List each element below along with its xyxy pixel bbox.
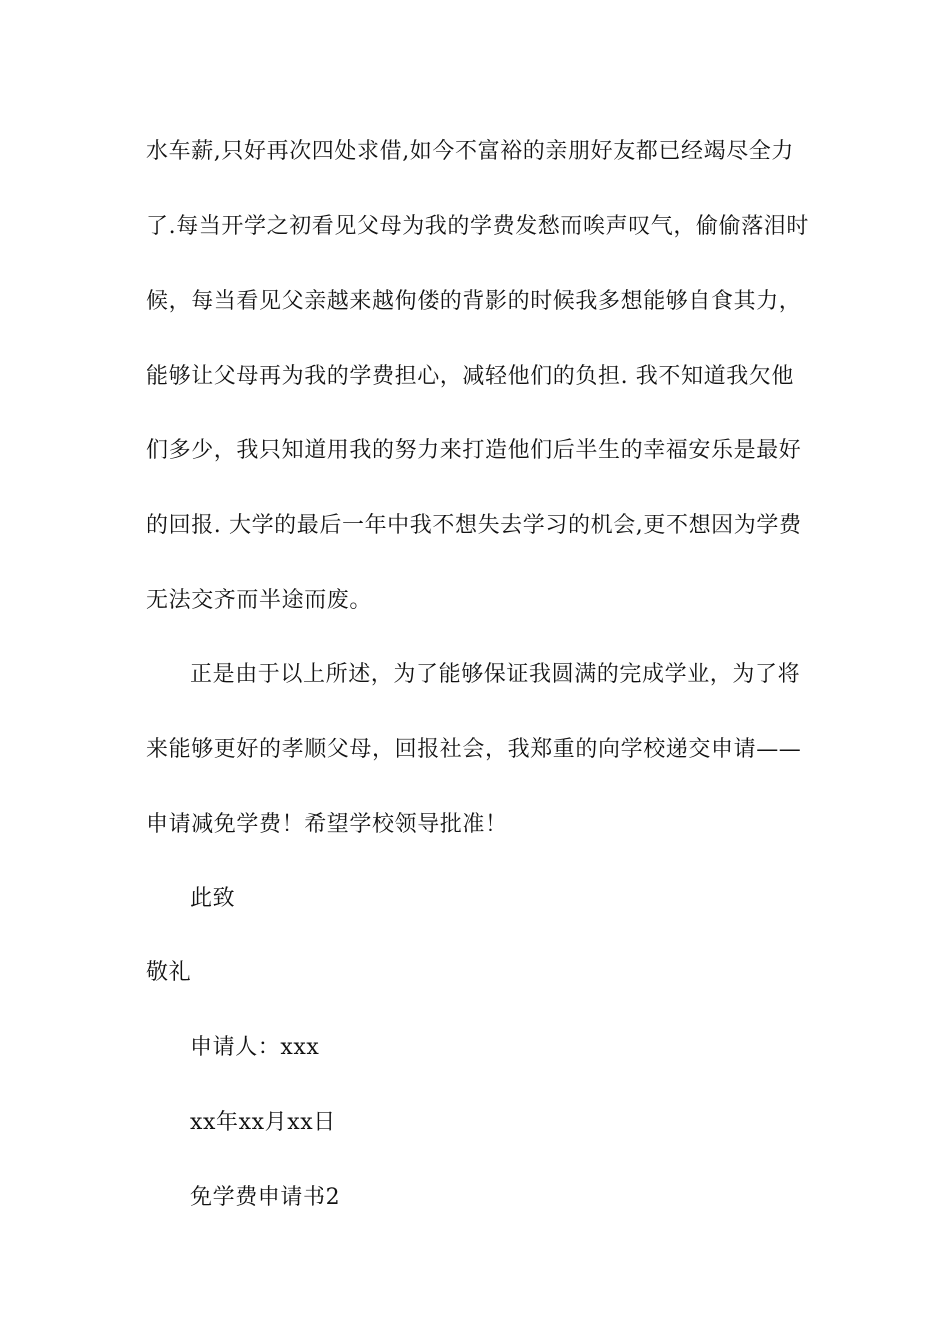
paragraph-1-line-1: 水车薪,只好再次四处求借,如今不富裕的亲朋好友都已经竭尽全力	[146, 139, 794, 164]
next-section-title: 免学费申请书2	[190, 1185, 341, 1210]
paragraph-2-line-1: 正是由于以上所述，为了能够保证我圆满的完成学业，为了将	[190, 662, 801, 687]
paragraph-1-line-4: 能够让父母再为我的学费担心，减轻他们的负担. 我不知道我欠他	[146, 364, 794, 389]
salutation-jingli: 敬礼	[146, 960, 192, 985]
paragraph-1-line-6: 的回报. 大学的最后一年中我不想失去学习的机会,更不想因为学费	[146, 513, 802, 538]
paragraph-2-line-2: 来能够更好的孝顺父母，回报社会，我郑重的向学校递交申请——	[146, 737, 802, 762]
applicant-signature: 申请人：xxx	[190, 1035, 320, 1060]
paragraph-1-line-7: 无法交齐而半途而废。	[146, 588, 373, 613]
paragraph-1-line-5: 们多少，我只知道用我的努力来打造他们后半生的幸福安乐是最好	[146, 438, 802, 463]
paragraph-1-line-3: 候，每当看见父亲越来越佝偻的背影的时候我多想能够自食其力，	[146, 289, 802, 314]
paragraph-1-line-2: 了.每当开学之初看见父母为我的学费发愁而唉声叹气，偷偷落泪时	[146, 214, 809, 239]
salutation-cizhi: 此致	[190, 886, 236, 911]
paragraph-2-line-3: 申请减免学费！希望学校领导批准！	[146, 812, 508, 837]
application-date: xx年xx月xx日	[190, 1110, 336, 1135]
